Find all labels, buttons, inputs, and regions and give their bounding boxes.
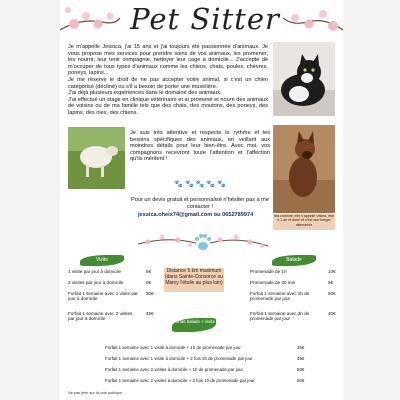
visite-item-label: Forfait 1 semaine avec 1 visite par jour à domicile: [68, 291, 138, 301]
visite-item-label: 2 visites par jour à domicile: [68, 280, 124, 285]
paw-prints: 🐾 🐾 🐾 🐾 🐾: [174, 181, 226, 188]
forfait-item-label: Forfait 1 semaine avec 1 visite à domicile + 2 fois 1h de promenade par jour: [105, 356, 253, 361]
distance-box: Distance 5 km maximum (dans Sainte-Consorce ou Marcy l'étoile au plus loin): [164, 268, 224, 292]
balade-item-price: 10€: [328, 269, 336, 274]
balade-item-label: Promenade de 1h: [250, 269, 287, 274]
contact-info[interactable]: jessica.oheix74@gmail.com ou 0652789974: [138, 212, 254, 218]
visite-item-label: Forfait 1 semaine avec 2 visites par jour à domicile: [68, 311, 133, 321]
forfait-item-price: 35€: [297, 345, 305, 350]
balade-item-price: 50€: [328, 291, 336, 296]
forfait-item-price: 45€: [297, 356, 305, 361]
balade-item-label: Promenade de 30 min: [250, 280, 296, 285]
visite-item-label: 1 visite par jour à domicile: [68, 269, 122, 274]
care-text: Je suis très attentive et respecte le rythme et les besoins spécifiques des animaux, en veillant aux moindres détails pour leur bien-être. Avec moi, vos compagnons recevront toute l'attention et l'affection qu'ils méritent !: [130, 130, 270, 163]
balade-item-price: 40€: [328, 311, 336, 316]
visite-item-price: 8€: [146, 280, 152, 285]
cherry-blossom-right-decoration: [283, 0, 343, 40]
dog-illustration: [273, 125, 335, 213]
footer-note: Ne pas jeter sur la voie publique: [68, 391, 123, 395]
forfait-item-label: Forfait 1 semaine avec 2 visites à domicile + 2 fois 1h de promenade par jour: [105, 378, 255, 383]
forfait-item-price: 50€: [297, 367, 305, 372]
paw-icon: [195, 234, 211, 250]
cat-photo: [273, 42, 335, 116]
balade-leaf-label: Balade: [272, 255, 316, 266]
visite-item-price: 5€: [146, 269, 152, 274]
sheep-illustration: [68, 127, 125, 189]
balade-item-label: Forfait 1 semaine avec 1h de promenade par jour: [250, 291, 310, 301]
visite-item-price: 45€: [146, 311, 154, 316]
intro-paragraph-4: J'ai effectué un stage en clinique vétérinaire et ai promené et nourri des animaux de voisins ou de ma famille tels que des chats, des moutons, des poneys, des lapins, des oies, des chiens.: [68, 96, 268, 116]
cherry-blossom-left-decoration: [60, 0, 120, 40]
blossom-branch-divider: [138, 228, 268, 258]
forfait-item-label: Forfait 1 semaine avec 2 visites à domicile + 1h de promenade par jour: [105, 367, 244, 372]
intro-paragraph-2: Je me réserve le droit de ne pas accepter votre animal, si c'est un chien catégorisé (décliné) ou s'il a besoin de porter une muselière.: [68, 76, 268, 90]
forfait-item-label: Forfait 1 semaine avec 1 visite à domicile + 1h de promenade par jour: [105, 345, 241, 350]
forfait-leaf-label: Forfait balade + visite: [172, 318, 216, 332]
dog-caption: Ma chienne, elle s'appelle Valma, elle a 1 an et demi et c'est une berger allemande: [273, 214, 335, 230]
intro-paragraph-1: Je m'appelle Jessica, j'ai 15 ans et j'ai toujours été passionnée d'animaux. Je vous propose mes services pour prendre soins de vos animaux, les promener, les nourrir, leur tenir compagnie, nettoyer leur cage à domicile... J'accepte de m'occuper de tous types d'animaux comme les chiens, chats, poules, chèvres, poneys, lapins...: [68, 44, 268, 77]
devis-text: Pour un devis gratuit et personnalisé n'hésiter pas à me contacter !: [131, 197, 269, 210]
balade-item-label: Forfait 1 semaine avec 2h de promenade par jour: [250, 311, 310, 321]
flyer-page: [60, 0, 343, 400]
visite-item-price: 30€: [146, 291, 154, 296]
visite-leaf-label: Visite: [80, 255, 124, 266]
page-title: Pet Sitter: [130, 2, 280, 36]
intro-text: [68, 44, 268, 117]
dog-photo: [273, 125, 335, 213]
balade-item-price: 5€: [328, 280, 334, 285]
cat-illustration: [273, 42, 335, 116]
sheep-photo: [68, 127, 125, 189]
intro-paragraph-3: J'ai déjà plusieurs expériences dans le domaine des animaux.: [68, 90, 222, 97]
forfait-item-price: 60€: [297, 378, 305, 383]
